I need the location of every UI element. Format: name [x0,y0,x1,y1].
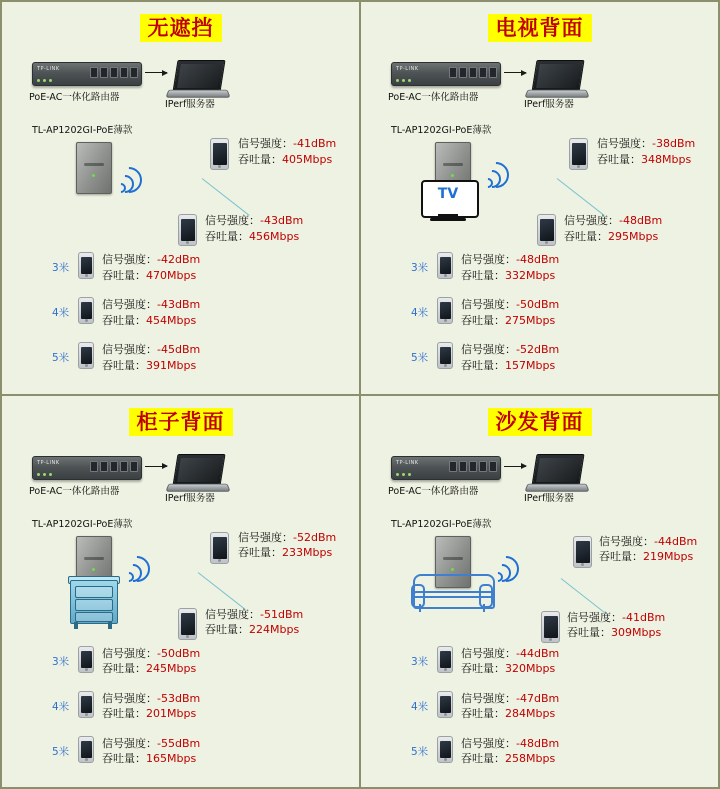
poe-ac-router [391,62,501,86]
router-to-server-arrow [145,72,167,73]
poe-ac-router [32,456,142,480]
measurement-3m: 信号强度：-42dBm 吞吐量：470Mbps [102,253,201,282]
poe-ac-router [32,62,142,86]
measurement-5m: 信号强度：-55dBm 吞吐量：165Mbps [102,736,201,766]
distance-5m: 5米 [411,352,429,364]
wifi-signal-icon [114,167,144,195]
wall-ap [76,142,112,194]
distance-5m: 5米 [52,352,70,364]
router-ports [90,461,138,472]
panel-behind-tv [361,2,718,394]
distance-5m: 5米 [411,745,429,758]
measurement-1: 信号强度：-38dBm 吞吐量：348Mbps [597,137,696,166]
measurement-5m: 信号强度：-45dBm 吞吐量：391Mbps [102,343,201,372]
test-phone-1 [573,536,592,568]
ap-model-label: TL-AP1202GI-PoE薄款 [32,518,133,530]
test-phone-3m [78,252,94,279]
test-phone-3m [78,646,94,673]
test-phone-5m [78,736,94,763]
test-phone-4m [437,297,453,324]
measurement-4m: 信号强度：-50dBm 吞吐量：275Mbps [461,298,560,327]
link-line-1 [557,178,605,216]
server-label: IPerf服务器 [524,492,574,504]
tv-label: TV [437,186,459,202]
measurement-5m: 信号强度：-48dBm 吞吐量：258Mbps [461,736,560,766]
distance-4m: 4米 [411,307,429,319]
distance-5m: 5米 [52,745,70,758]
router-brand-label: TP-LINK [396,459,419,466]
test-phone-3m [437,646,453,673]
test-phone-2 [178,608,197,640]
test-phone-2 [537,214,556,246]
test-phone-5m [437,736,453,763]
server-label: IPerf服务器 [165,492,215,504]
panel-behind-sofa [361,396,718,788]
router-ports [449,461,497,472]
panel-title: 电视背面 [361,14,718,42]
panel-behind-cabinet [2,396,359,788]
router-brand-label: TP-LINK [37,66,60,72]
measurement-2: 信号强度：-43dBm 吞吐量：456Mbps [205,214,304,243]
test-phone-1 [210,532,229,564]
cabinet-obstacle [70,576,116,630]
test-phone-2 [541,611,560,643]
sofa-obstacle [413,574,491,614]
distance-4m: 4米 [52,307,70,319]
wifi-signal-icon [122,556,152,584]
test-phone-4m [78,691,94,718]
test-phone-2 [178,214,197,246]
router-leds [37,79,52,82]
poe-ac-router [391,456,501,480]
router-brand-label: TP-LINK [396,66,419,72]
server-label: IPerf服务器 [165,99,215,110]
test-phone-4m [78,297,94,324]
router-to-server-arrow [504,466,526,467]
panel-title: 柜子背面 [2,408,359,436]
measurement-2: 信号强度：-41dBm 吞吐量：309Mbps [567,610,666,640]
distance-4m: 4米 [411,700,429,713]
measurement-3m: 信号强度：-50dBm 吞吐量：245Mbps [102,646,201,676]
ap-model-label: TL-AP1202GI-PoE薄款 [391,518,492,530]
measurement-1: 信号强度：-41dBm 吞吐量：405Mbps [238,137,337,166]
link-line-1 [202,178,250,216]
distance-4m: 4米 [52,700,70,713]
router-leds [396,79,411,82]
router-label: PoE-AC一体化路由器 [29,485,120,497]
router-to-server-arrow [145,466,167,467]
distance-3m: 3米 [411,655,429,668]
router-to-server-arrow [504,72,526,73]
test-phone-1 [210,138,229,170]
router-ports [449,67,497,78]
panel-title: 沙发背面 [361,408,718,436]
measurement-3m: 信号强度：-48dBm 吞吐量：332Mbps [461,253,560,282]
distance-3m: 3米 [52,262,70,274]
test-phone-5m [437,342,453,369]
test-phone-5m [78,342,94,369]
measurement-2: 信号强度：-48dBm 吞吐量：295Mbps [564,214,663,243]
router-label: PoE-AC一体化路由器 [388,92,479,103]
panel-no-obstruction [2,2,359,394]
test-phone-1 [569,138,588,170]
wifi-signal-icon [481,162,511,190]
tv-obstacle [421,180,475,222]
distance-3m: 3米 [52,655,70,668]
measurement-4m: 信号强度：-43dBm 吞吐量：454Mbps [102,298,201,327]
panel-title: 无遮挡 [2,14,359,42]
measurement-5m: 信号强度：-52dBm 吞吐量：157Mbps [461,343,560,372]
wifi-signal-icon [491,556,521,584]
ap-model-label: TL-AP1202GI-PoE薄款 [32,125,133,136]
router-label: PoE-AC一体化路由器 [388,485,479,497]
measurement-1: 信号强度：-44dBm 吞吐量：219Mbps [599,534,698,564]
measurement-2: 信号强度：-51dBm 吞吐量：224Mbps [205,607,304,637]
router-leds [37,473,52,476]
measurement-1: 信号强度：-52dBm 吞吐量：233Mbps [238,530,337,560]
measurement-3m: 信号强度：-44dBm 吞吐量：320Mbps [461,646,560,676]
test-phone-4m [437,691,453,718]
router-leds [396,473,411,476]
distance-3m: 3米 [411,262,429,274]
test-phone-3m [437,252,453,279]
server-label: IPerf服务器 [524,99,574,110]
ap-model-label: TL-AP1202GI-PoE薄款 [391,125,492,136]
link-line-1 [198,572,246,610]
router-brand-label: TP-LINK [37,459,60,466]
measurement-4m: 信号强度：-53dBm 吞吐量：201Mbps [102,691,201,721]
measurement-4m: 信号强度：-47dBm 吞吐量：284Mbps [461,691,560,721]
router-label: PoE-AC一体化路由器 [29,92,120,103]
router-ports [90,67,138,78]
